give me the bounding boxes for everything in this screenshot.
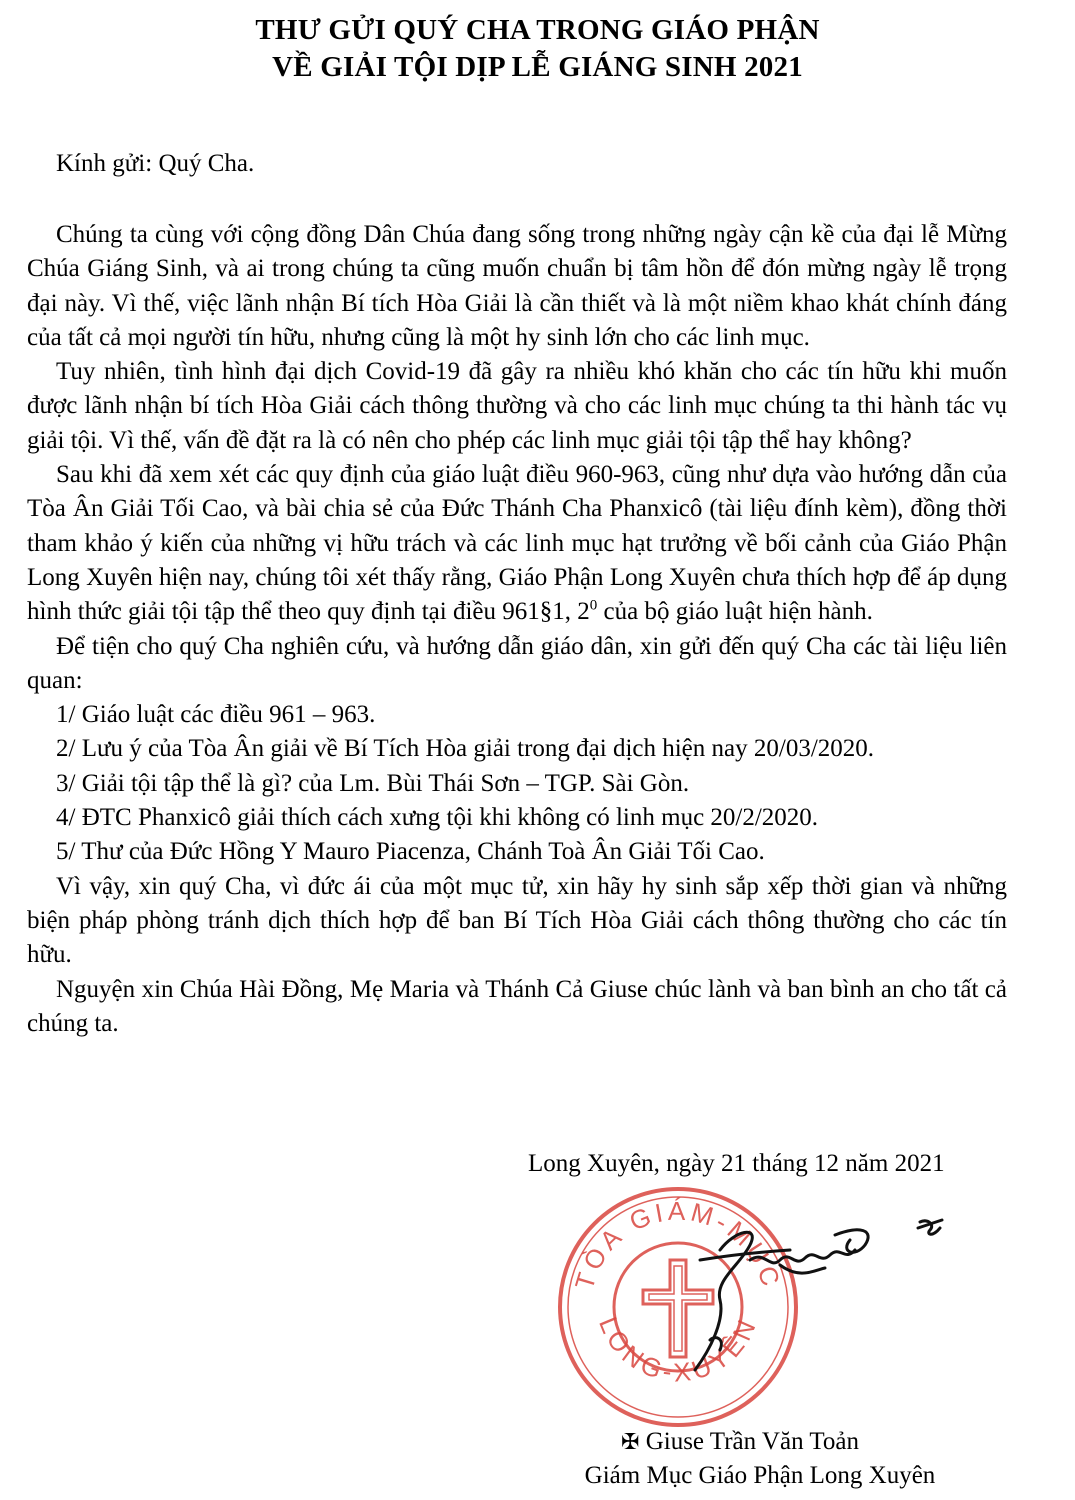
signer-name-line [560,1428,920,1456]
episcopal-cross-icon: ✠ [621,1429,640,1454]
paragraph-documents-intro: Để tiện cho quý Cha nghiên cứu, và hướng dẫn giáo dân, xin gửi đến quý Cha các tài liệu liên quan: [27,632,1007,694]
letter-title-line2: VỀ GIẢI TỘI DỊP LỄ GIÁNG SINH 2021 [272,51,803,83]
signer-name: Giuse Trần Văn Toản [645,1428,859,1455]
document-list-item: 4/ ĐTC Phanxicô giải thích cách xưng tội khi không có linh mục 20/2/2020. [56,804,819,832]
paragraph-pandemic: Tuy nhiên, tình hình đại dịch Covid-19 đã gây ra nhiều khó khăn cho các tín hữu khi muốn được lãnh nhận bí tích Hòa Giải cách thông thường và cho các linh mục chúng ta thi hành tác vụ giải tội. Vì thế, vấn đề đặt ra là có nên cho phép các linh mục giải tội tập thể hay không? [27,358,1007,454]
signer-title: Giám Mục Giáo Phận Long Xuyên [584,1462,936,1489]
document-list-item: 2/ Lưu ý của Tòa Ân giải về Bí Tích Hòa giải trong đại dịch hiện nay 20/03/2020. [56,735,875,763]
document-list-item: 1/ Giáo luật các điều 961 – 963. [56,701,376,729]
paragraph-decision-text: Sau khi đã xem xét các quy định của giáo luật điều 960-963, cũng như dựa vào hướng dẫn của Tòa Ân Giải Tối Cao, và bài chia sẻ của Đức Thánh Cha Phanxicô (tài liệu đính kèm), đồng thời tham khảo ý kiến của những vị hữu trách và các linh mục hạt trưởng về bối cảnh của Giáo Phận Long Xuyên hiện nay, chúng tôi xét thấy rằng, Giáo Phận Long Xuyên chưa thích hợp để áp dụng hình thức giải tội tập thể theo quy định tại điều 961§1, 2 [27,461,1007,626]
superscript-zero: 0 [589,597,598,614]
paragraph-decision-end: của bộ giáo luật hiện hành. [597,598,873,626]
salutation: Kính gửi: Quý Cha. [56,150,255,177]
dateline: Long Xuyên, ngày 21 tháng 12 năm 2021 [528,1150,945,1177]
paragraph-decision [27,458,1007,629]
paragraph-intro: Chúng ta cùng với cộng đồng Dân Chúa đang sống trong những ngày cận kề của đại lễ Mừng Chúa Giáng Sinh, và ai trong chúng ta cũng muốn chuẩn bị tâm hồn để đón mừng ngày lễ trọng đại này. Vì thế, việc lãnh nhận Bí tích Hòa Giải là cần thiết và là một niềm khao khát chính đáng của tất cả mọi người tín hữu, nhưng cũng là một hy sinh lớn cho các linh mục. [27,221,1007,351]
letter-title-line1: THƯ GỬI QUÝ CHA TRONG GIÁO PHẬN [255,14,820,46]
seal-bottom-text: LONG-XUYÊN [593,1311,764,1388]
seal-top-text: TÒA GIÁM-MỤC [568,1195,788,1294]
letter-body [27,218,1007,1041]
paragraph-blessing: Nguyện xin Chúa Hài Đồng, Mẹ Maria và Thánh Cả Giuse chúc lành và ban bình an cho tất cả chúng ta. [27,975,1007,1037]
signature [600,1190,960,1390]
signature-icon [600,1190,960,1390]
document-list-item: 5/ Thư của Đức Hồng Y Mauro Piacenza, Chánh Toà Ân Giải Tối Cao. [56,838,765,866]
paragraph-appeal: Vì vậy, xin quý Cha, vì đức ái của một mục tử, xin hãy hy sinh sắp xếp thời gian và những biện pháp phòng tránh dịch thích hợp để ban Bí Tích Hòa Giải cách thông thường cho các tín hữu. [27,872,1007,969]
document-list-item: 3/ Giải tội tập thể là gì? của Lm. Bùi Thái Sơn – TGP. Sài Gòn. [56,769,690,797]
